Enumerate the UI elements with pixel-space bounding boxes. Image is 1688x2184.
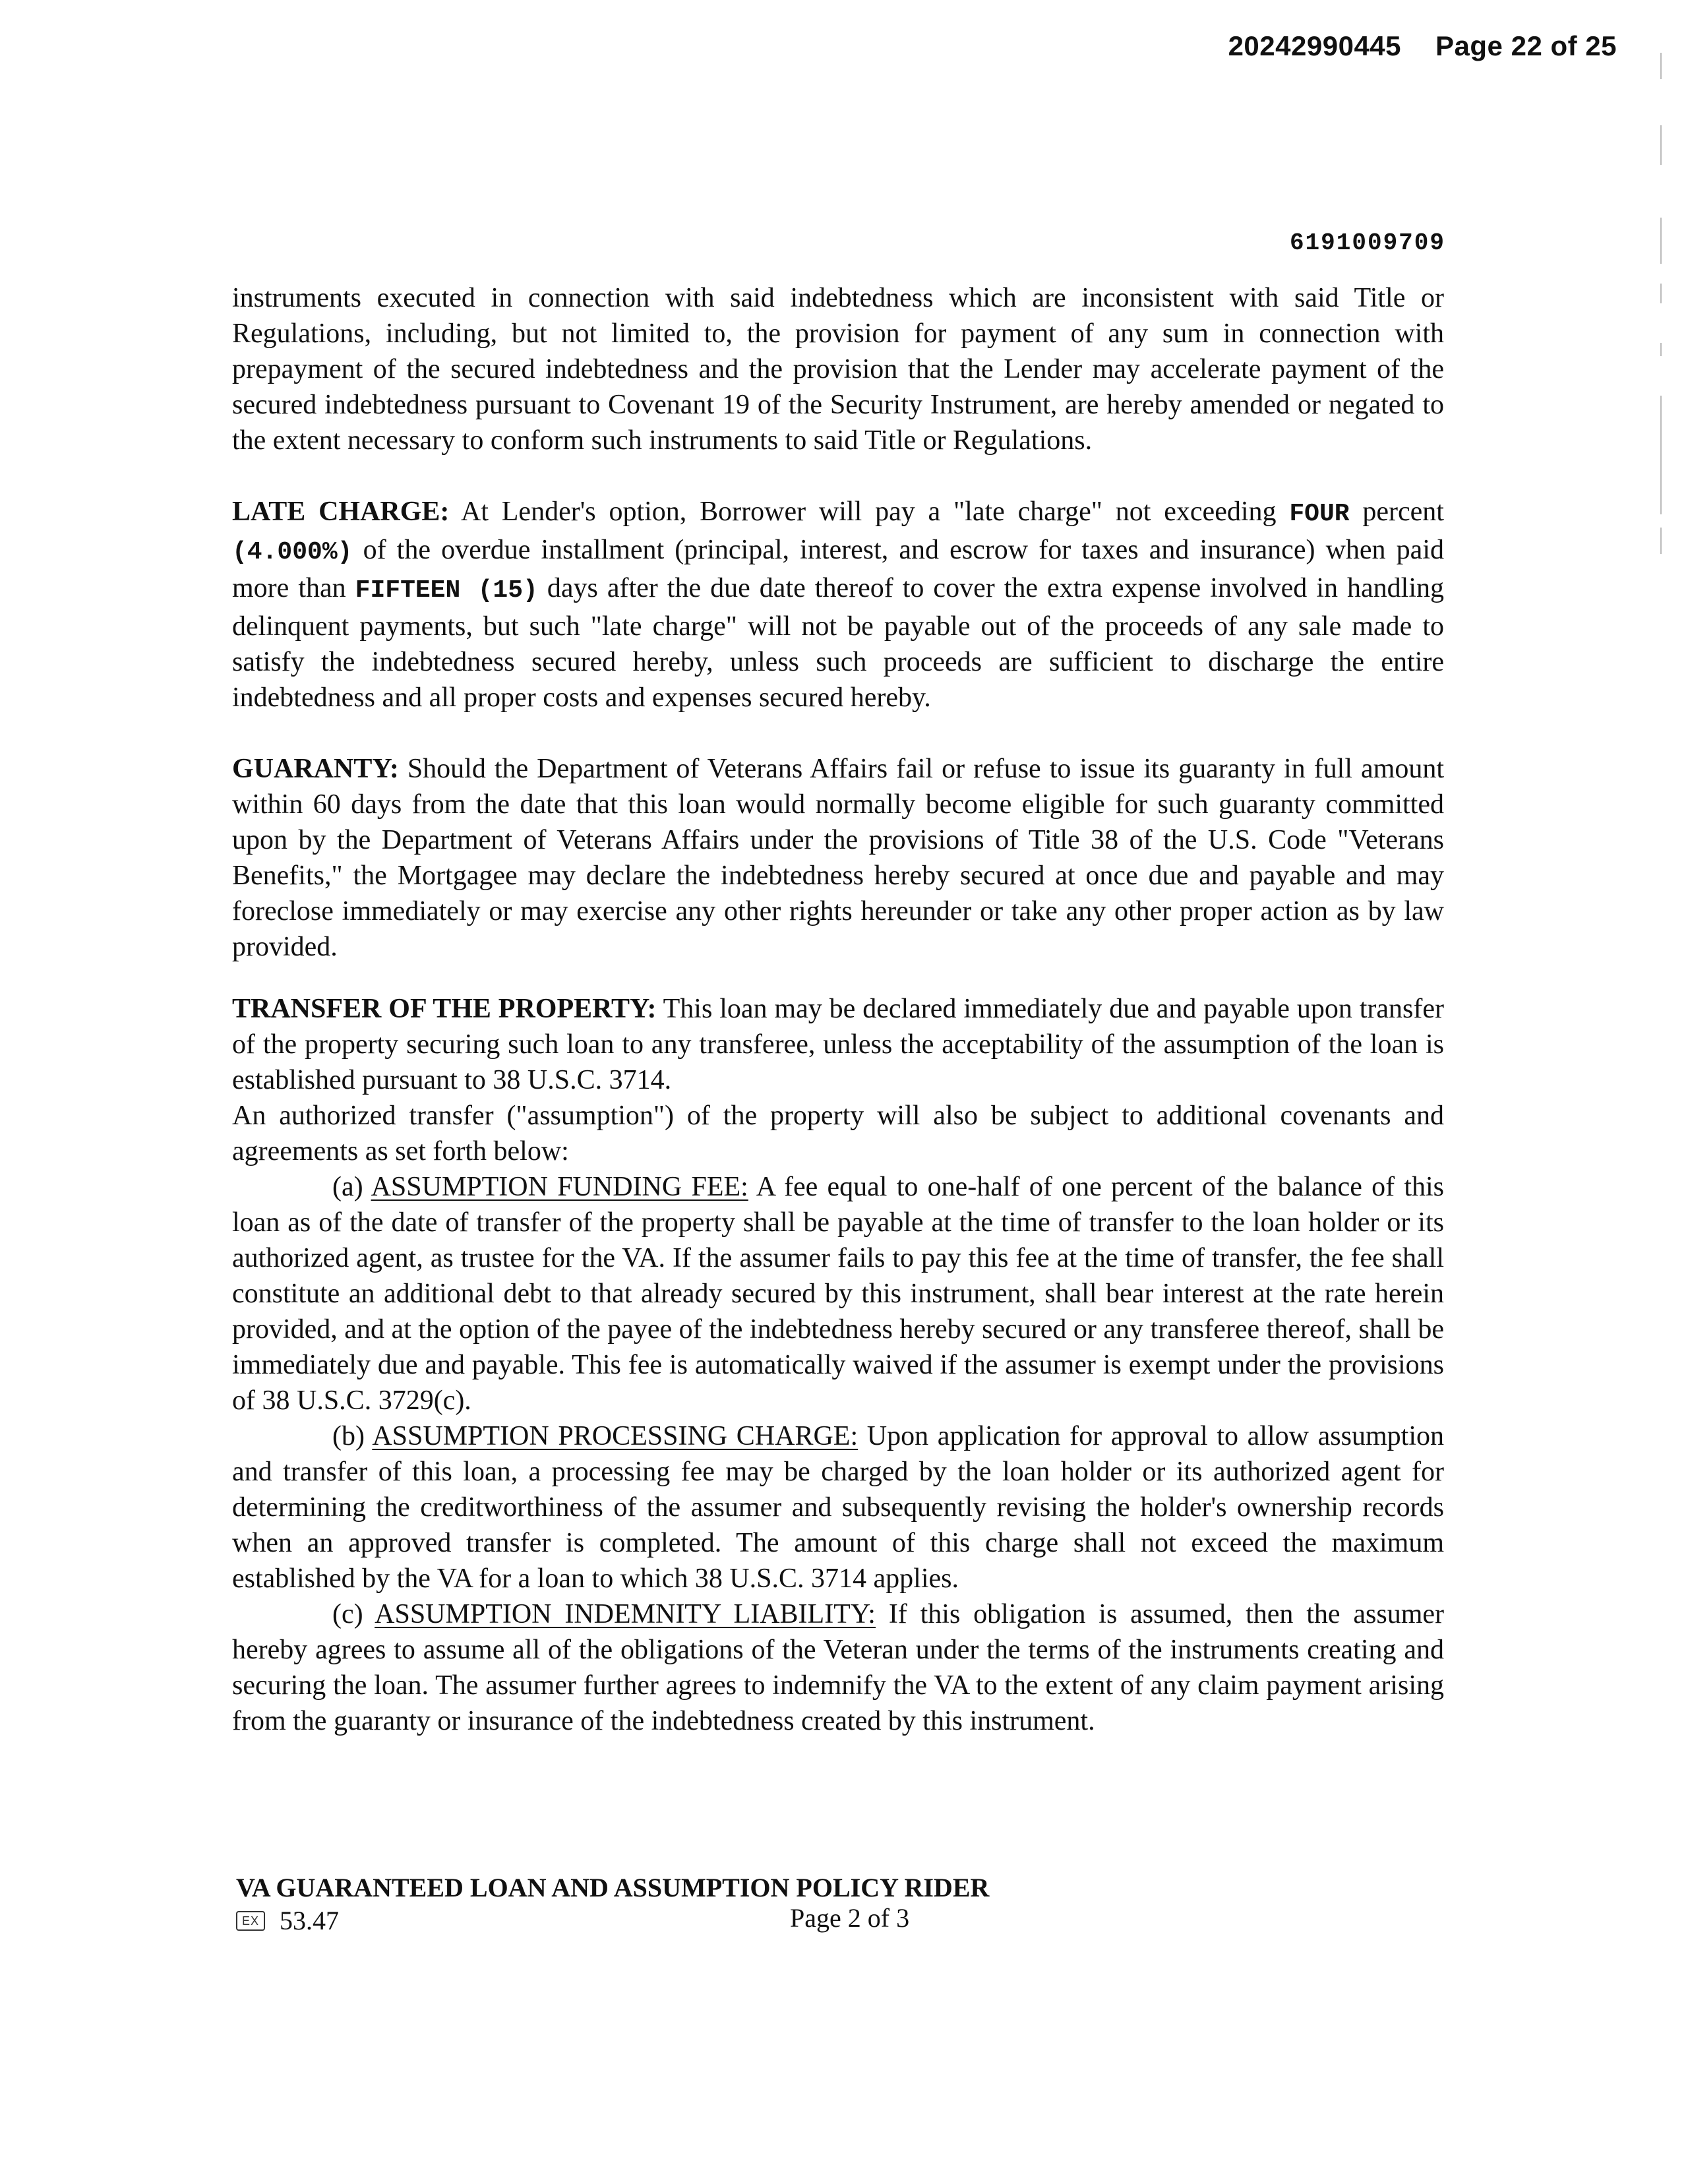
late-charge-percent-words: FOUR <box>1289 500 1350 528</box>
footer-row <box>236 1903 1357 1935</box>
assumption-funding-fee-item: (a) ASSUMPTION FUNDING FEE: A fee equal to one-half of one percent of the balance of this loan as of the date of transfer of the property shall be payable at the time of transfer to the loan holder or its authorized agent, as trustee for the VA. If the assumer fails to pay this fee at the time of transfer, the fee shall constitute an additional debt to that already secured by this instrument, shall bear interest at the rate herein provided, and at the option of the payee of the indebtedness hereby secured or any transferee thereof, shall be immediately due and payable. This fee is automatically waived if the assumer is exempt under the provisions of 38 U.S.C. 3729(c). <box>232 1172 1445 1416</box>
rider-body <box>232 280 1444 1739</box>
late-charge-percent-value: (4.000%) <box>232 538 353 566</box>
transfer-paragraph: TRANSFER OF THE PROPERTY: This loan may be declared immediately due and payable upon transfer of the property securing such loan to any transferee, unless the acceptability of the assumption of the loan is established pursuant to 38 U.S.C. 3714. <box>232 994 1444 1095</box>
assumption-funding-fee-heading: ASSUMPTION FUNDING FEE: <box>371 1172 748 1202</box>
loan-number: 6191009709 <box>1289 229 1445 257</box>
page-indicator: Page 22 of 25 <box>1435 30 1617 61</box>
document-form-icon: EX <box>236 1911 265 1931</box>
rider-page-number: Page 2 of 3 <box>790 1903 910 1933</box>
assumption-indemnity-liability-heading: ASSUMPTION INDEMNITY LIABILITY: <box>375 1599 876 1629</box>
transfer-covenants-paragraph: An authorized transfer ("assumption") of the property will also be subject to additional covenants and agreements as set forth below: <box>232 1101 1444 1167</box>
assumption-processing-charge-item: (b) ASSUMPTION PROCESSING CHARGE: Upon application for approval to allow assumption and transfer of this loan, a processing fee may be charged by the loan holder or its authorized agent for determining the creditworthiness of the assumer and subsequently revising the holder's ownership records when an approved transfer is completed. The amount of this charge shall not exceed the maximum established by the VA for a loan to which 38 U.S.C. 3714 applies. <box>232 1421 1444 1594</box>
form-number: 53.47 <box>280 1905 339 1935</box>
assumption-indemnity-liability-item: (c) ASSUMPTION INDEMNITY LIABILITY: If this obligation is assumed, then the assumer hereby agrees to assume all of the obligations of the Veteran under the terms of the instruments creating and securing the loan. The assumer further agrees to indemnify the VA to the extent of any claim payment arising from the guaranty or insurance of the indebtedness created by this instrument. <box>232 1599 1444 1736</box>
transfer-heading: TRANSFER OF THE PROPERTY: <box>232 994 657 1024</box>
guaranty-paragraph: GUARANTY: Should the Department of Veterans Affairs fail or refuse to issue its guaranty in full amount within 60 days from the date that this loan would normally become eligible for such guaranty committed upon by the Department of Veterans Affairs under the provisions of Title 38 of the U.S. Code "Veterans Benefits," the Mortgagee may declare the indebtedness hereby secured at once due and payable and may foreclose immediately or may exercise any other rights hereunder or take any other proper action as by law provided. <box>232 754 1444 962</box>
late-charge-heading: LATE CHARGE: <box>232 497 450 527</box>
late-charge-paragraph: LATE CHARGE: At Lender's option, Borrower will pay a "late charge" not exceeding FOUR percent (4.000%) of the overdue installment (principal, interest, and escrow for taxes and insurance) when paid more than FIFTEEN (15) days after the due date thereof to cover the extra expense involved in handling delinquent payments, but such "late charge" will not be payable out of the proceeds of any sale made to satisfy the indebtedness secured hereby, unless such proceeds are sufficient to discharge the entire indebtedness and all proper costs and expenses secured hereby. <box>232 497 1444 713</box>
assumption-processing-charge-heading: ASSUMPTION PROCESSING CHARGE: <box>372 1421 859 1451</box>
rider-title: VA GUARANTEED LOAN AND ASSUMPTION POLICY RIDER <box>236 1873 990 1902</box>
late-charge-days: FIFTEEN (15) <box>355 576 538 605</box>
recording-stamp <box>1228 30 1617 62</box>
guaranty-heading: GUARANTY: <box>232 754 399 784</box>
scan-edge-marks <box>1655 0 1668 593</box>
page-footer <box>236 1873 1357 1935</box>
continuation-paragraph: instruments executed in connection with said indebtedness which are inconsistent with said Title or Regulations, including, but not limited to, the provision for payment of any sum in connection with prepayment of the secured indebtedness and the provision that the Lender may accelerate payment of the secured indebtedness pursuant to Covenant 19 of the Security Instrument, are hereby amended or negated to the extent necessary to conform such instruments to said Title or Regulations. <box>232 283 1444 456</box>
document-number: 20242990445 <box>1228 30 1402 61</box>
